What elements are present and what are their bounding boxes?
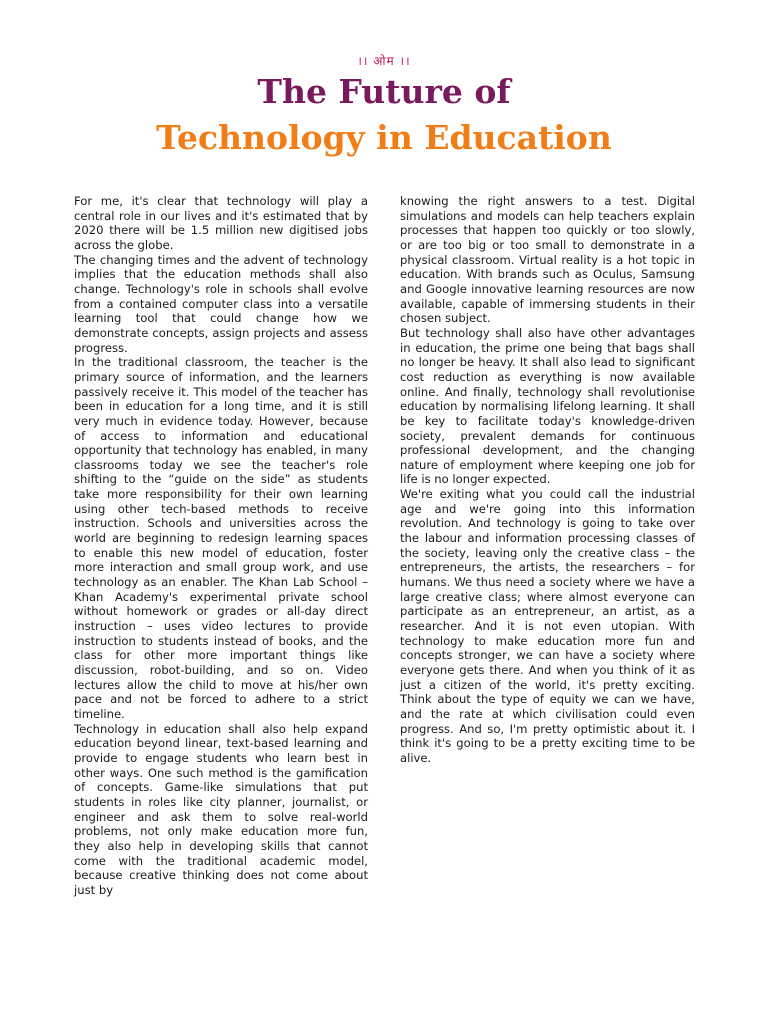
article-paragraph: The changing times and the advent of technology implies that the education methods shall also change. Technology's role in schools shall evolve from a contained computer class into a versatile learning tool that could change how we demonstrate concepts, assign projects and assess progress. [74,252,368,355]
title-line-2: Technology in Education [156,118,612,157]
article-paragraph: Technology in education shall also help expand education beyond linear, text-based learning and provide to engage students who learn best in other ways. One such method is the gamification of concepts. Game-like simulations that put students in roles like city planner, journalist, or engineer and ask them to solve real-world problems, not only make education more fun, they also help in developing skills that cannot come with the traditional academic model, because creative thinking does not come about just by [74,721,368,897]
article-paragraph: We're exiting what you could call the industrial age and we're going into this information revolution. And technology is going to take over the labour and information processing classes of the society, leaving only the creative class – the entrepreneurs, the artists, the researchers – for humans. We thus need a society where we have a large creative class; where almost everyone can participate as an entrepreneur, an artist, as a researcher. And it is not even utopian. With technology to make education more fun and concepts stronger, we can have a society where everyone gets there. And when you think of it as just a citizen of the world, it's pretty exciting. Think about the type of equity we can we have, and the rate at which civilisation could even progress. And so, I'm pretty optimistic about it. I think it's going to be a pretty exciting time to be alive. [400,487,695,765]
title-line-1: The Future of [257,72,511,111]
article-left-column [74,194,368,898]
article-paragraph: But technology shall also have other advantages in education, the prime one being that bags shall no longer be heavy. It shall also lead to significant cost reduction as everything is now available online. And finally, technology shall revolutionise education by normalising lifelong learning. It shall be key to facilitate today's knowledge-driven society, prevalent demands for continuous professional development, and the changing nature of employment where keeping one job for life is no longer expected. [400,325,695,487]
article-paragraph: knowing the right answers to a test. Digital simulations and models can help teachers explain processes that happen too quickly or too slowly, or are too big or too small to demonstrate in a physical classroom. Virtual reality is a hot topic in education. With brands such as Oculus, Samsung and Google innovative learning resources are now available, capable of immersing students in their chosen subject. [400,194,695,326]
article-right-column [400,194,695,766]
article-paragraph: In the traditional classroom, the teacher is the primary source of information, and the learners passively receive it. This model of the teacher has been in education for a long time, and it is still very much in evidence today. However, because of access to information and educational opportunity that technology has enabled, in many classrooms today we see the teacher's role shifting to the “guide on the side” as students take more responsibility for their own learning using other tech-based methods to receive instruction. Schools and universities across the world are beginning to redesign learning spaces to enable this new model of education, foster more interaction and small group work, and use technology as an enabler. The Khan Lab School – Khan Academy's experimental private school without homework or grades or all-day direct instruction – uses video lectures to provide instruction to students instead of books, and the class for other more important things like discussion, robot-building, and so on. Video lectures allow the child to move at his/her own pace and not be forced to adhere to a strict timeline. [74,355,368,721]
article-paragraph: For me, it's clear that technology will play a central role in our lives and it's estimated that by 2020 there will be 1.5 million new digitised jobs across the globe. [74,194,368,252]
invocation-header: ।। ओम ।। [357,54,411,68]
